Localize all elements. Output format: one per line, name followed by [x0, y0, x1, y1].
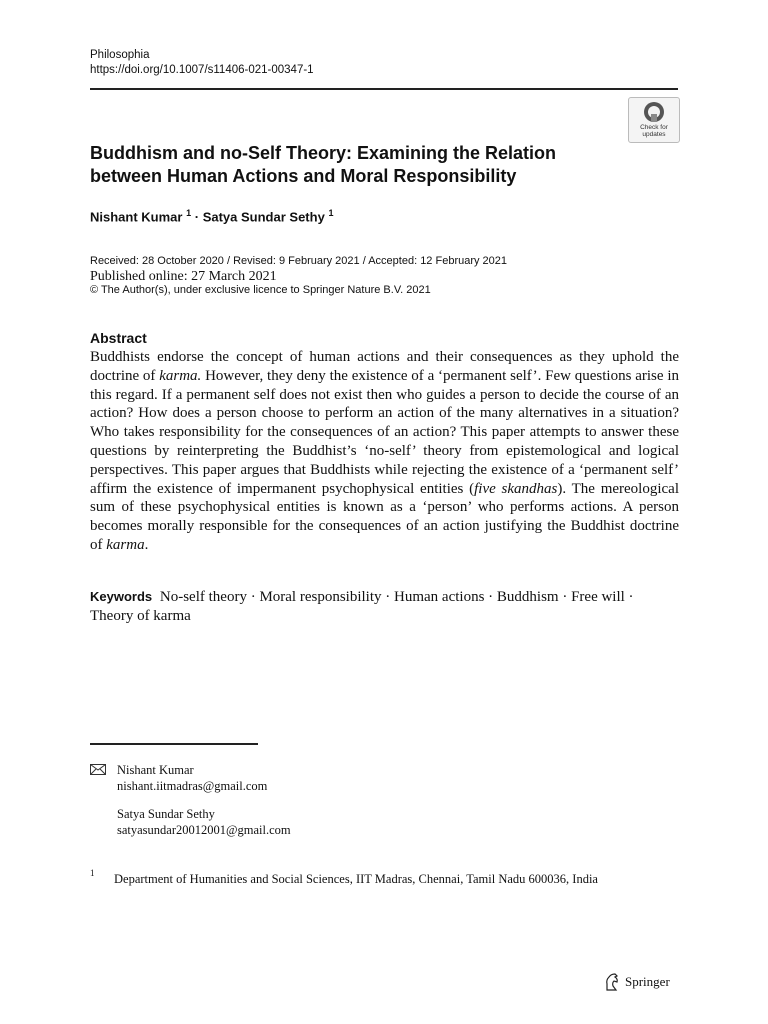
author-affiliation-mark: 1 — [186, 208, 192, 218]
contact-name: Nishant Kumar — [117, 763, 194, 777]
author-name[interactable]: Satya Sundar Sethy — [202, 209, 325, 225]
journal-header — [90, 48, 314, 78]
footnote-rule — [90, 743, 258, 745]
keywords-heading: Keywords — [90, 589, 153, 604]
springer-horse-icon — [604, 973, 620, 991]
contact-email[interactable]: nishant.iitmadras@gmail.com — [117, 779, 268, 793]
abstract-heading: Abstract — [90, 330, 147, 346]
journal-name: Philosophia — [90, 49, 150, 61]
author-list — [90, 208, 333, 224]
affiliation-number: 1 — [90, 868, 95, 878]
envelope-icon — [90, 764, 106, 775]
check-for-updates-badge[interactable] — [628, 97, 680, 143]
history-dates: Received: 28 October 2020 / Revised: 9 February 2021 / Accepted: 12 February 2021 — [90, 255, 508, 267]
crossmark-icon — [643, 101, 665, 123]
author-affiliation-mark: 1 — [328, 208, 334, 218]
header-rule — [90, 88, 678, 90]
copyright-notice: © The Author(s), under exclusive licence to Springer Nature B.V. 2021 — [90, 284, 431, 296]
abstract-body: Buddhists endorse the concept of human actions and their consequences as they uphold the doctrine of karma. However, they deny the existence of a ‘permanent self’. Few questions arise in this regard. If a permanent self does not exist then who guides a person to decide the course of an action? How does a person choose to perform an action of the many alternatives in a situation? Who takes responsibility for the consequences of an action? This paper attempts to answer these questions by reinterpreting the Buddhist’s ‘no-self’ theory from epistemological and logical perspectives. This paper argues that Buddhists while rejecting the existence of a ‘permanent self’ affirm the existence of impermanent psychophysical entities (five skandhas). The mereological sum of these psychophysical entities is known as a ‘person’ who performs actions. A person becomes morally responsible for the consequences of an action justifying the Buddhist doctrine of karma. — [90, 349, 680, 553]
contact-email[interactable]: satyasundar20012001@gmail.com — [117, 823, 291, 837]
doi-link[interactable]: https://doi.org/10.1007/s11406-021-00347-1 — [90, 64, 314, 76]
paper-title: Buddhism and no-Self Theory: Examining the Relation between Human Actions and Moral Responsibility — [90, 143, 557, 186]
keywords-list: No-self theory · Moral responsibility · Human actions · Buddhism · Free will · Theory of karma — [90, 589, 634, 624]
keywords-section — [90, 587, 679, 626]
author-name[interactable]: Nishant Kumar — [90, 209, 183, 225]
co-author-contact — [117, 806, 291, 838]
publisher-logo — [604, 973, 670, 991]
author-separator: · — [194, 209, 200, 225]
published-date: Published online: 27 March 2021 — [90, 269, 277, 284]
publisher-name: Springer — [625, 974, 670, 989]
affiliation-text: Department of Humanities and Social Sciences, IIT Madras, Chennai, Tamil Nadu 600036, India — [114, 872, 598, 886]
check-for-updates-label: Check for updates — [640, 124, 668, 138]
contact-name: Satya Sundar Sethy — [117, 807, 215, 821]
corresponding-author — [117, 762, 267, 794]
